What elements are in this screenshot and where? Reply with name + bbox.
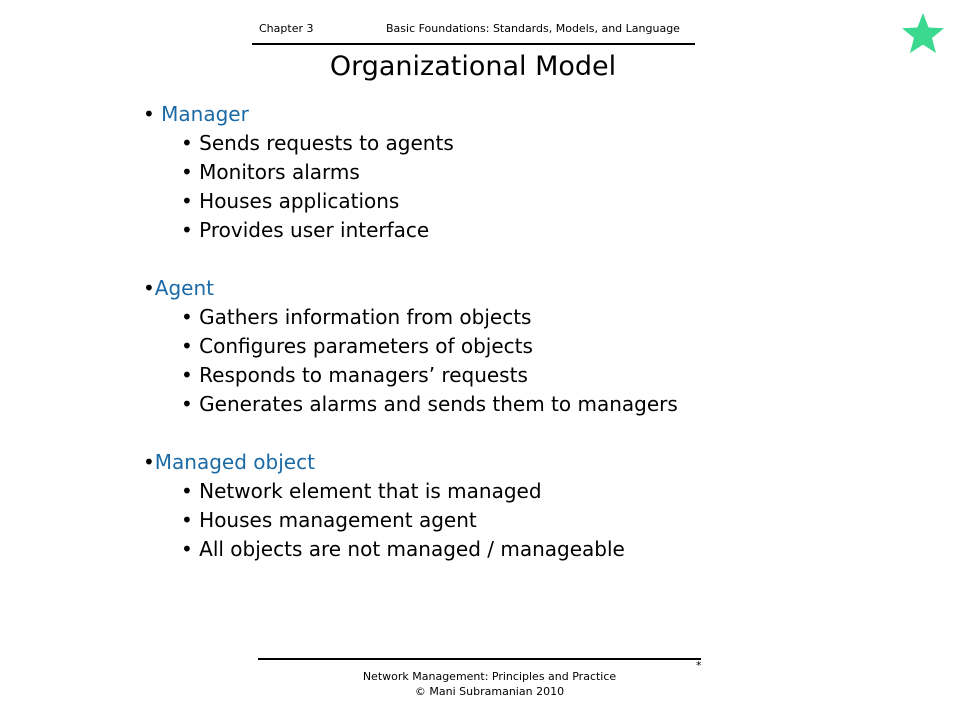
list-item: • Provides user interface (181, 218, 430, 242)
slide-body (143, 100, 863, 593)
list-item: • Sends requests to agents (181, 131, 454, 155)
section-label: Agent (154, 276, 214, 300)
footer-copyright: © Mani Subramanian 2010 (414, 685, 565, 698)
footer-mark: * (696, 659, 702, 672)
chapter-label: Chapter 3 (259, 22, 314, 35)
section-label: Managed object (154, 450, 315, 474)
list-item: • Generates alarms and sends them to managers (181, 392, 678, 416)
section-manager (143, 100, 863, 245)
header-title: Basic Foundations: Standards, Models, and Language (386, 22, 680, 35)
bullet-marker: • (143, 102, 162, 126)
list-item: • Gathers information from objects (181, 305, 532, 329)
bullet-list (143, 477, 863, 564)
bullet-marker: • (143, 450, 155, 474)
list-item: • All objects are not managed / manageable (181, 537, 625, 561)
list-item: • Configures parameters of objects (181, 334, 533, 358)
section-managed-object (143, 448, 863, 564)
page-title: Organizational Model (329, 51, 617, 82)
bullet-marker: • (143, 276, 155, 300)
header-divider (252, 43, 695, 45)
footer-credit (258, 669, 721, 699)
section-label: Manager (161, 102, 249, 126)
list-item: • Houses applications (181, 189, 400, 213)
list-item: • Responds to managers’ requests (181, 363, 528, 387)
section-heading (143, 100, 863, 129)
bullet-list (143, 303, 863, 419)
footer-book-title: Network Management: Principles and Practice (362, 670, 617, 683)
list-item: • Houses management agent (181, 508, 477, 532)
footer-divider (258, 658, 701, 660)
section-heading (143, 274, 863, 303)
section-agent (143, 274, 863, 419)
list-item: • Monitors alarms (181, 160, 360, 184)
section-heading (143, 448, 863, 477)
list-item: • Network element that is managed (181, 479, 542, 503)
bullet-list (143, 129, 863, 245)
